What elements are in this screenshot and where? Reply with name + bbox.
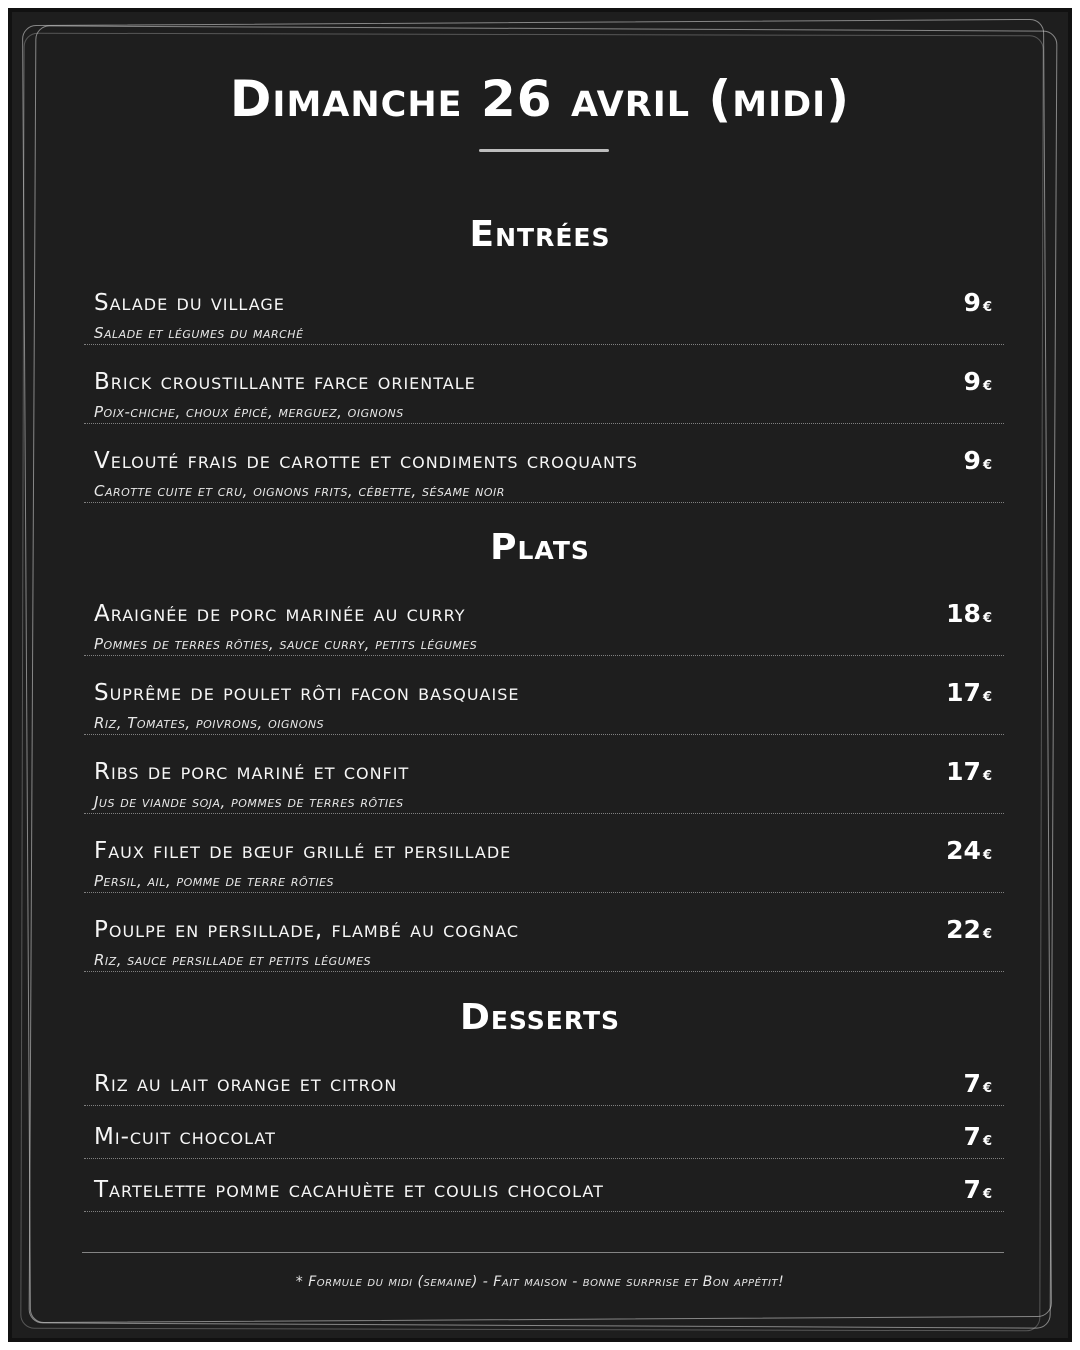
price-value: 7 — [963, 1175, 981, 1204]
dotted-separator — [84, 655, 1004, 656]
menu-item-description: Poix-chiche, choux épicé, merguez, oignons — [94, 403, 404, 421]
euro-symbol: € — [982, 1134, 992, 1149]
menu-content — [12, 12, 1068, 1338]
footer-divider — [82, 1252, 1004, 1253]
menu-item-price — [964, 446, 992, 475]
price-value: 9 — [963, 288, 981, 317]
menu-item-description: Jus de viande soja, pommes de terres rôties — [94, 793, 404, 811]
section-title-desserts: Desserts — [459, 997, 621, 1038]
menu-item-name: Velouté frais de carotte et condiments croquants — [94, 448, 638, 474]
euro-symbol: € — [982, 1081, 992, 1096]
price-value: 22 — [946, 915, 981, 944]
menu-item-price — [946, 915, 992, 944]
menu-item-name: Brick croustillante farce orientale — [94, 369, 476, 395]
menu-item-description: Pommes de terres rôties, sauce curry, petits légumes — [94, 635, 478, 653]
euro-symbol: € — [982, 611, 992, 626]
menu-item-name: Suprême de poulet rôti facon basquaise — [94, 680, 520, 706]
menu-item-name: Ribs de porc mariné et confit — [94, 759, 410, 785]
page-title: Dimanche 26 avril (midi) — [229, 70, 851, 128]
euro-symbol: € — [982, 690, 992, 705]
menu-item-price — [946, 757, 992, 786]
euro-symbol: € — [982, 1187, 992, 1202]
menu-item-name: Tartelette pomme cacahuète et coulis chocolat — [94, 1177, 604, 1203]
price-value: 9 — [963, 367, 981, 396]
dotted-separator — [84, 1105, 1004, 1106]
menu-item-price — [964, 1122, 992, 1151]
section-title-entrees: Entrées — [469, 214, 611, 255]
footer-note: * Formule du midi (semaine) - Fait maison - bonne surprise et Bon appétit! — [295, 1274, 785, 1290]
price-value: 18 — [946, 599, 981, 628]
price-value: 7 — [963, 1122, 981, 1151]
menu-item-name: Salade du village — [94, 290, 285, 316]
menu-item-price — [964, 367, 992, 396]
dotted-separator — [84, 502, 1004, 503]
euro-symbol: € — [982, 927, 992, 942]
menu-item-price — [964, 1069, 992, 1098]
menu-item-price — [946, 678, 992, 707]
section-title-plats: Plats — [490, 527, 590, 568]
dotted-separator — [84, 1211, 1004, 1212]
dotted-separator — [84, 734, 1004, 735]
dotted-separator — [84, 423, 1004, 424]
dotted-separator — [84, 1158, 1004, 1159]
price-value: 24 — [946, 836, 981, 865]
menu-item-name: Mi-cuit chocolat — [94, 1124, 276, 1150]
euro-symbol: € — [982, 379, 992, 394]
chalkboard-menu — [8, 8, 1072, 1342]
euro-symbol: € — [982, 300, 992, 315]
menu-item-price — [946, 599, 992, 628]
menu-item-description: Carotte cuite et cru, oignons frits, cébette, sésame noir — [94, 482, 505, 500]
dotted-separator — [84, 892, 1004, 893]
menu-item-description: Riz, sauce persillade et petits légumes — [94, 951, 372, 969]
euro-symbol: € — [982, 848, 992, 863]
menu-item-name: Araignée de porc marinée au curry — [94, 601, 466, 627]
price-value: 9 — [963, 446, 981, 475]
menu-item-price — [964, 288, 992, 317]
price-value: 17 — [946, 678, 981, 707]
price-value: 7 — [963, 1069, 981, 1098]
menu-item-name: Faux filet de bœuf grillé et persillade — [94, 838, 512, 864]
dotted-separator — [84, 344, 1004, 345]
title-underline — [479, 149, 609, 152]
menu-item-description: Persil, ail, pomme de terre rôties — [94, 872, 335, 890]
euro-symbol: € — [982, 769, 992, 784]
menu-item-name: Riz au lait orange et citron — [94, 1071, 398, 1097]
price-value: 17 — [946, 757, 981, 786]
menu-item-price — [964, 1175, 992, 1204]
menu-item-price — [946, 836, 992, 865]
dotted-separator — [84, 813, 1004, 814]
menu-item-name: Poulpe en persillade, flambé au cognac — [94, 917, 520, 943]
euro-symbol: € — [982, 458, 992, 473]
menu-item-description: Riz, Tomates, poivrons, oignons — [94, 714, 325, 732]
dotted-separator — [84, 971, 1004, 972]
menu-item-description: Salade et légumes du marché — [94, 324, 304, 342]
